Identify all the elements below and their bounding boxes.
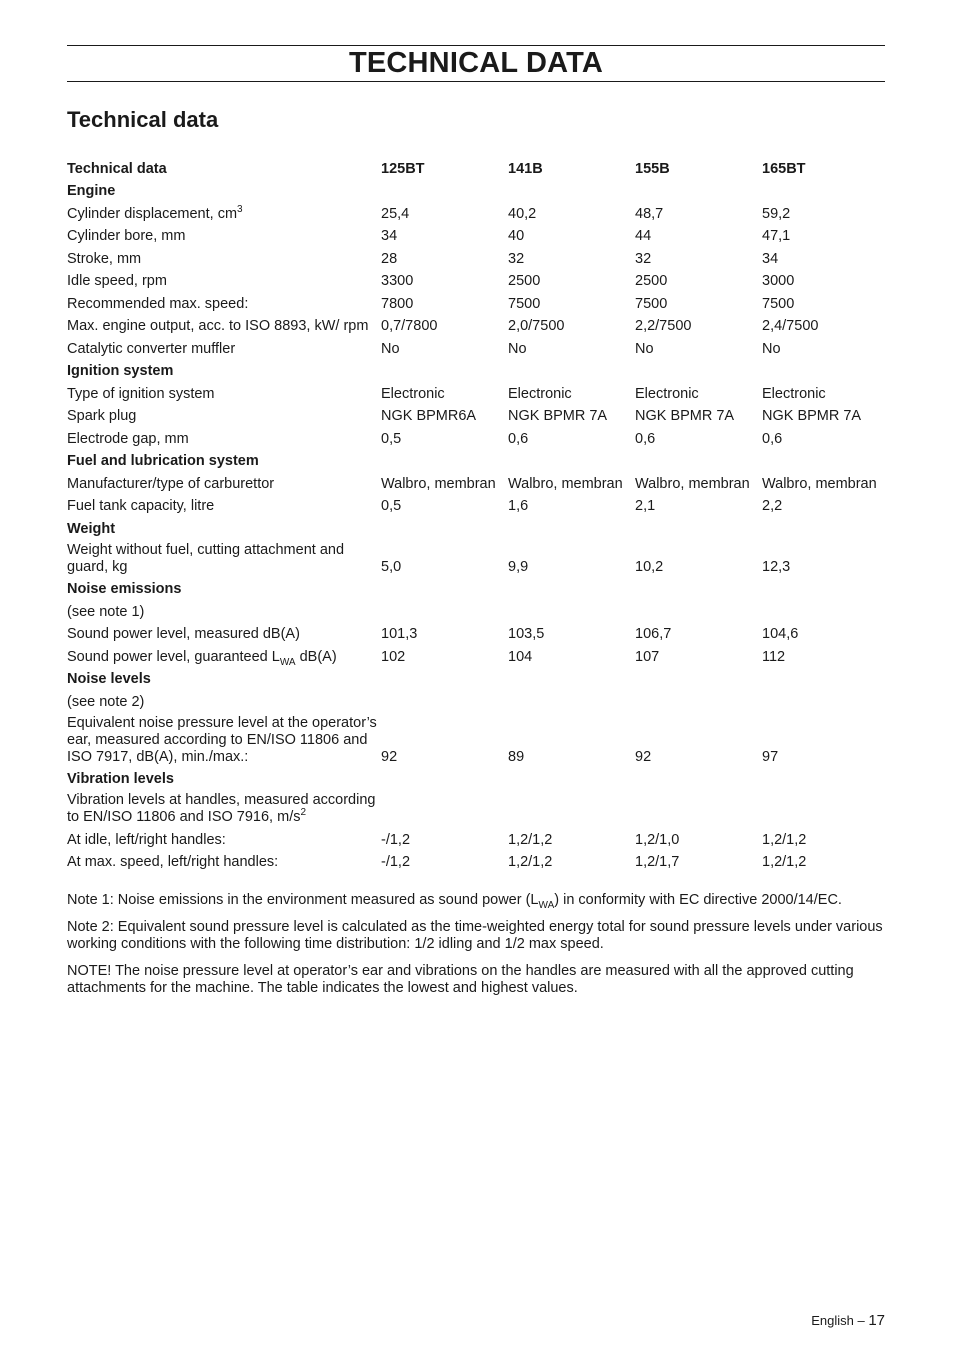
row-value: [508, 598, 635, 621]
row-label: [67, 711, 381, 766]
row-value: [762, 788, 885, 826]
header-cell-141b: 141B: [508, 160, 543, 177]
row-value: 2,2/7500: [635, 318, 692, 334]
row-label-text: (see note 1): [67, 603, 145, 620]
row-label-text: Max. engine output, acc. to ISO 8893, kW/ rpm: [67, 318, 369, 334]
row-value: 40,2: [508, 205, 537, 222]
row-label-text: Cylinder bore, mm: [67, 228, 186, 244]
table-section-row: [67, 666, 885, 689]
row-value: 1,2/1,2: [508, 854, 553, 870]
header-cell-165bt: 165BT: [762, 160, 806, 177]
table-row: [67, 335, 885, 358]
row-value: 34: [381, 228, 398, 244]
row-label-text: Type of ignition system: [67, 385, 215, 402]
table-row: [67, 711, 885, 766]
row-label-superscript: 3: [237, 203, 243, 215]
table-section-row: [67, 766, 885, 789]
row-value: -/1,2: [381, 854, 411, 870]
row-value: 97: [762, 748, 779, 765]
row-value: [508, 688, 635, 711]
row-value: [635, 688, 762, 711]
row-value: 103,5: [508, 626, 545, 642]
row-value: 3000: [762, 273, 795, 289]
row-value: Electronic: [381, 385, 445, 402]
row-value: Walbro, membran: [635, 475, 750, 492]
row-value: 92: [635, 748, 652, 765]
row-value: 47,1: [762, 228, 791, 244]
header-cell-155b: 155B: [635, 160, 670, 177]
row-label: [67, 826, 381, 849]
row-value: No: [762, 340, 781, 357]
table-row: [67, 849, 885, 872]
row-value: 9,9: [508, 558, 529, 575]
row-value: 102: [381, 648, 406, 665]
table-row: [67, 403, 885, 426]
table-row: [67, 643, 885, 666]
row-value: 40: [508, 228, 525, 244]
row-value: 2,0/7500: [508, 318, 565, 334]
section-label: Noise levels: [67, 671, 151, 687]
row-value: [762, 688, 885, 711]
row-label: [67, 688, 381, 711]
row-value: 12,3: [762, 558, 791, 575]
page-footer: [811, 1312, 885, 1330]
table-row: [67, 788, 885, 826]
row-value: 104: [508, 648, 533, 665]
footer-dash: –: [853, 1313, 869, 1328]
row-value: [635, 788, 762, 826]
table-row: [67, 380, 885, 403]
row-value: -/1,2: [381, 831, 411, 848]
row-value: 7800: [381, 295, 414, 312]
row-value: 32: [635, 250, 652, 267]
table-row: [67, 826, 885, 849]
row-value: [635, 598, 762, 621]
row-label: [67, 403, 381, 426]
row-label: [67, 268, 381, 291]
row-label: [67, 245, 381, 268]
row-value: 0,6: [762, 430, 783, 447]
row-value: 10,2: [635, 558, 664, 575]
header-cell-125bt: 125BT: [381, 160, 425, 177]
row-label-text: Electrode gap, mm: [67, 430, 189, 447]
table-row: [67, 425, 885, 448]
row-label-superscript: 2: [300, 807, 307, 819]
row-value: 1,2/1,2: [762, 831, 807, 848]
row-value: 1,2/1,2: [762, 854, 807, 870]
row-value: 0,6: [635, 430, 656, 447]
section-label: Engine: [67, 183, 116, 199]
row-value: 2500: [508, 273, 541, 289]
table-row: [67, 538, 885, 576]
row-value: 32: [508, 250, 525, 267]
row-value: 89: [508, 748, 525, 765]
row-label-text: Fuel tank capacity, litre: [67, 498, 215, 514]
row-label-text: Recommended max. speed:: [67, 295, 249, 312]
table-header-row: [67, 155, 885, 178]
row-label-text: Spark plug: [67, 408, 137, 424]
row-label-subscript: WA: [279, 656, 296, 668]
note-1-text-after: ) in conformity with EC directive 2000/14/EC.: [554, 892, 842, 908]
row-value: 1,2/1,0: [635, 831, 680, 848]
row-label-text: (see note 2): [67, 693, 145, 710]
row-value: 2,1: [635, 498, 656, 514]
row-value: Walbro, membran: [381, 475, 496, 492]
note-1-text-before: Note 1: Noise emissions in the environment measured as sound power (L: [67, 892, 539, 908]
note-1: [67, 892, 885, 909]
row-value: 1,2/1,7: [635, 854, 680, 870]
section-label: Ignition system: [67, 363, 174, 379]
technical-data-table-body: [67, 155, 885, 871]
row-value: Electronic: [762, 385, 826, 402]
row-value: [508, 788, 635, 826]
notes: [67, 892, 885, 1007]
table-row: [67, 493, 885, 516]
row-value: 48,7: [635, 205, 664, 222]
table-row: [67, 313, 885, 336]
row-label-text: Stroke, mm: [67, 250, 142, 267]
row-label-text: At idle, left/right handles:: [67, 831, 226, 848]
table-row: [67, 245, 885, 268]
row-label: [67, 788, 381, 826]
row-value: 1,2/1,2: [508, 831, 553, 848]
row-value: 1,6: [508, 498, 529, 514]
row-value: Walbro, membran: [762, 475, 877, 492]
technical-data-table: [67, 155, 885, 871]
row-value: 2,4/7500: [762, 318, 819, 334]
row-label: [67, 335, 381, 358]
table-row: [67, 688, 885, 711]
row-value: [762, 598, 885, 621]
row-label-text: Vibration levels at handles, measured according to EN/ISO 11806 and ISO 7916, m/s: [67, 792, 376, 825]
section-label: Fuel and lubrication system: [67, 453, 259, 469]
row-label: [67, 223, 381, 246]
row-value: Electronic: [635, 385, 699, 402]
row-value: 104,6: [762, 626, 799, 642]
row-value: 7500: [508, 295, 541, 312]
table-row: [67, 223, 885, 246]
section-label: Noise emissions: [67, 581, 182, 597]
row-label: [67, 621, 381, 644]
footer-language: English: [811, 1313, 854, 1328]
note-3: NOTE! The noise pressure level at operator’s ear and vibrations on the handles are measured with all the approved cutting attachments for the machine. The table indicates the lowest and highest values.: [67, 963, 854, 996]
section-label: Vibration levels: [67, 771, 174, 787]
row-value: [381, 788, 508, 826]
row-value: 0,7/7800: [381, 318, 438, 334]
row-value: No: [508, 340, 527, 357]
row-value: 7500: [635, 295, 668, 312]
table-section-row: [67, 515, 885, 538]
section-title: Technical data: [67, 107, 219, 132]
row-label-suffix: dB(A): [295, 648, 337, 665]
table-section-row: [67, 178, 885, 201]
row-value: 5,0: [381, 558, 402, 575]
row-label-text: Idle speed, rpm: [67, 273, 167, 289]
row-label-text: Catalytic converter muffler: [67, 340, 236, 357]
row-value: 34: [762, 250, 779, 267]
row-value: NGK BPMR 7A: [508, 408, 608, 424]
row-label: [67, 643, 381, 666]
row-value: 44: [635, 228, 652, 244]
row-label-text: Sound power level, measured dB(A): [67, 626, 300, 642]
row-label-text: Cylinder displacement, cm: [67, 205, 238, 222]
row-value: 3300: [381, 273, 414, 289]
row-label: [67, 470, 381, 493]
row-value: 92: [381, 748, 398, 765]
row-label: [67, 598, 381, 621]
table-row: [67, 268, 885, 291]
table-row: [67, 621, 885, 644]
header-rule-bottom: [67, 81, 885, 82]
row-value: 25,4: [381, 205, 410, 222]
row-label-text: Sound power level, guaranteed L: [67, 648, 280, 665]
row-label-text: Manufacturer/type of carburettor: [67, 475, 275, 492]
row-value: [381, 688, 508, 711]
row-value: NGK BPMR 7A: [762, 408, 862, 424]
row-value: 107: [635, 648, 660, 665]
section-label: Weight: [67, 520, 116, 537]
row-value: 106,7: [635, 626, 672, 642]
row-value: NGK BPMR 7A: [635, 408, 735, 424]
header-cell-label: Technical data: [67, 160, 167, 177]
row-value: 2,2: [762, 498, 783, 514]
row-label: [67, 200, 381, 223]
row-label: [67, 380, 381, 403]
table-section-row: [67, 448, 885, 471]
row-value: Electronic: [508, 385, 572, 402]
row-value: No: [635, 340, 654, 357]
row-label: [67, 493, 381, 516]
table-row: [67, 598, 885, 621]
row-label: [67, 425, 381, 448]
row-value: 59,2: [762, 205, 791, 222]
row-value: 0,5: [381, 430, 402, 447]
table-row: [67, 290, 885, 313]
note-2: Note 2: Equivalent sound pressure level is calculated as the time-weighted energy total for sound pressure levels under various working conditions with the following time distribution: 1/2 idling and 1/2 max speed.: [67, 919, 883, 952]
row-label-text: At max. speed, left/right handles:: [67, 854, 279, 870]
row-value: 112: [762, 648, 786, 665]
row-value: 0,5: [381, 498, 402, 514]
row-value: 28: [381, 250, 398, 267]
note-1-subscript: WA: [538, 899, 555, 911]
table-row: [67, 200, 885, 223]
table-section-row: [67, 358, 885, 381]
row-value: No: [381, 340, 400, 357]
row-label: [67, 849, 381, 872]
row-value: Walbro, membran: [508, 475, 623, 492]
row-label-text: Weight without fuel, cutting attachment and guard, kg: [67, 541, 345, 575]
table-section-row: [67, 576, 885, 599]
page-title: TECHNICAL DATA: [348, 47, 604, 79]
row-value: [381, 598, 508, 621]
page-number: 17: [868, 1312, 885, 1329]
row-value: 2500: [635, 273, 668, 289]
table-row: [67, 470, 885, 493]
row-value: 0,6: [508, 430, 529, 447]
row-value: NGK BPMR6A: [381, 408, 477, 424]
row-label: [67, 290, 381, 313]
row-value: 101,3: [381, 626, 418, 642]
row-label-text: Equivalent noise pressure level at the operator’s ear, measured according to EN/ISO 11806 and ISO 7917, dB(A), min./max.:: [67, 714, 377, 765]
row-label: [67, 313, 381, 336]
row-value: 7500: [762, 295, 795, 312]
row-label: [67, 538, 381, 576]
